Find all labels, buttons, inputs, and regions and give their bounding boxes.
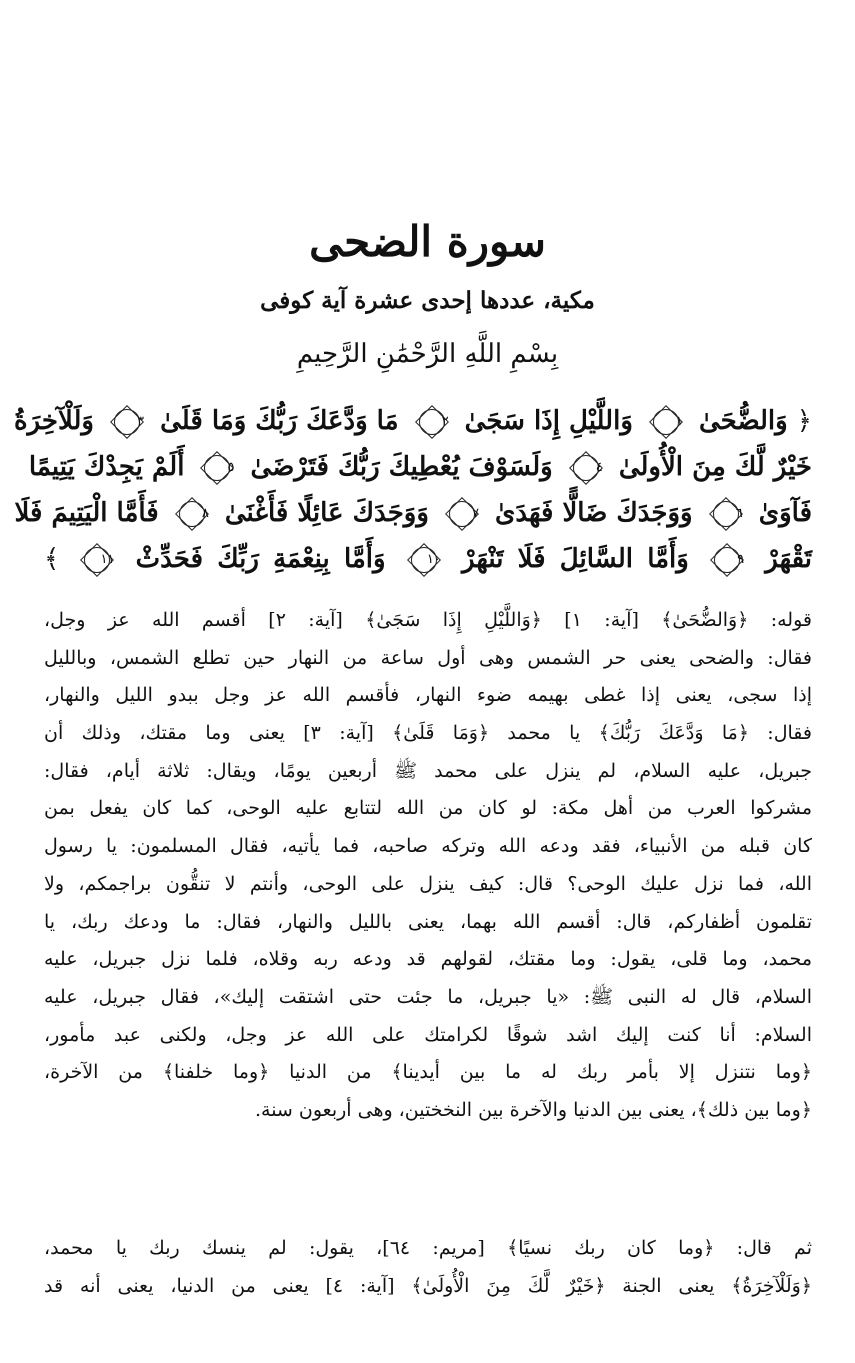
ayah-number-marker <box>415 405 449 439</box>
commentary-line: فقال: ﴿مَا وَدَّعَكَ رَبُّكَ﴾ يا محمد ﴿وَمَا قَلَىٰ﴾ [آية: ٣] يعنى وما مقتك، وذلك أن <box>44 722 812 745</box>
commentary-line: الله، فما نزل عليك الوحى؟ قال: كيف ينزل على الوحى، وأنتم لا تنقُّون براجمكم، ولا <box>44 872 812 895</box>
commentary-line: السلام، قال له النبى ﷺ: «يا جبريل، ما جئت حتى اشتقت إليك»، فقال جبريل، عليه <box>44 985 812 1008</box>
verse-text: وَالضُّحَىٰ <box>699 406 788 436</box>
verse-line <box>44 536 812 582</box>
ayah-number-marker <box>80 543 114 577</box>
commentary-paragraph <box>44 1230 812 1305</box>
ayah-number: ٢ <box>441 414 449 429</box>
verse-text: أَلَمْ يَجِدْكَ يَتِيمًا <box>28 452 185 482</box>
verse-text: وَأَمَّا بِنِعْمَةِ رَبِّكَ فَحَدِّثْ <box>135 544 386 574</box>
ayah-number: ٩ <box>737 552 745 567</box>
ayah-number-marker <box>175 497 209 531</box>
ayah-number-marker <box>709 497 743 531</box>
ayah-number-marker <box>407 543 441 577</box>
verse-text: فَآوَىٰ <box>758 498 812 528</box>
ayah-number-marker <box>110 405 144 439</box>
verse-text: وَوَجَدَكَ عَائِلًا فَأَغْنَىٰ <box>224 498 429 528</box>
ayah-number: ٣ <box>137 414 145 429</box>
commentary-line: ﴿وما نتنزل إلا بأمر ربك له ما بين أيدينا﴾ من الدنيا ﴿وما خلفنا﴾ من الآخرة، <box>44 1061 812 1084</box>
surah-title: سورة الضحى <box>309 217 546 266</box>
ayah-number-marker <box>710 543 744 577</box>
verse-line <box>13 398 812 444</box>
commentary-paragraph <box>44 602 812 1130</box>
verse-open-bracket: ﴿ <box>796 406 812 436</box>
ayah-number-marker <box>445 497 479 531</box>
commentary-line: قوله: ﴿وَالضُّحَىٰ﴾ [آية: ١] ﴿وَاللَّيْلِ إِذَا سَجَىٰ﴾ [آية: ٢] أقسم الله عز وجل، <box>44 609 812 631</box>
ayah-number-marker <box>569 451 603 485</box>
verse-close-bracket: ﴾ <box>44 544 60 574</box>
verse-line <box>28 444 812 490</box>
verse-text: فَأَمَّا الْيَتِيمَ فَلَا <box>14 498 159 528</box>
commentary-line: تقلمون أظفاركم، قال: أقسم الله بهما، يعنى بالليل والنهار، فقال: ما ودعك ربك، يا <box>44 910 812 933</box>
verse-text: وَاللَّيْلِ إِذَا سَجَىٰ <box>464 406 633 436</box>
ayah-number: ١١ <box>100 552 115 567</box>
commentary-line: ﴿وما بين ذلك﴾، يعنى بين الدنيا والآخرة بين النخختين، وهى أربعون سنة. <box>254 1098 812 1121</box>
ayah-number: ٤ <box>595 460 603 475</box>
commentary-line: ﴿وَلَلْآخِرَةُ﴾ يعنى الجنة ﴿خَيْرٌ لَّكَ مِنَ الْأُولَىٰ﴾ [آية: ٤] يعنى من الدنيا، يعنى أنه قد <box>44 1274 812 1297</box>
ayah-number: ٥ <box>227 460 235 475</box>
verse-text: وَوَجَدَكَ ضَالًّا فَهَدَىٰ <box>495 498 693 528</box>
commentary-line: محمد، وما قلى، يقول: وما مقتك، لقولهم قد ودعه ربه وقلاه، فلما نزل جبريل، عليه <box>44 948 812 971</box>
verse-text: خَيْرٌ لَّكَ مِنَ الْأُولَىٰ <box>618 452 812 482</box>
verse-line <box>14 490 812 536</box>
commentary-line: إذا سجى، يعنى إذا غطى بهيمه ضوء النهار، فأقسم الله عز وجل ببدو الليل والنهار، <box>44 684 812 707</box>
ayah-number-marker <box>200 451 234 485</box>
quran-verses <box>13 398 812 582</box>
commentary-line: السلام: أنا كنت إليك اشد شوقًا لكرامتك على الله عز وجل، ولكنى عبد مأمور، <box>44 1023 812 1046</box>
verse-text: وَأَمَّا السَّائِلَ فَلَا تَنْهَرْ <box>462 544 689 574</box>
commentary-line: جبريل، عليه السلام، لم ينزل على محمد ﷺ أربعين يومًا، ويقال: ثلاثة أيام، فقال: <box>44 759 812 782</box>
commentary-line: كان قبله من الأنبياء، فقد ودعه الله وتركه صاحبه، فما يأتيه، فقال المسلمون: يا رسول <box>44 835 812 858</box>
ayah-number: ١ <box>675 414 683 429</box>
commentary-line: فقال: والضحى يعنى حر الشمس وهى أول ساعة من النهار حين تطلع الشمس، وبالليل <box>44 646 812 669</box>
ayah-number: ٨ <box>201 506 209 521</box>
verse-text: تَقْهَرْ <box>765 544 812 574</box>
ayah-number: ١٠ <box>426 552 441 567</box>
surah-subtitle: مكية، عددها إحدى عشرة آية كوفى <box>260 287 595 314</box>
verse-text: وَلَلْآخِرَةُ <box>13 406 94 436</box>
basmala: بِسْمِ اللَّهِ الرَّحْمَٰنِ الرَّحِيمِ <box>296 339 559 369</box>
ayah-number: ٦ <box>735 506 743 521</box>
ayah-number-marker <box>649 405 683 439</box>
verse-text: مَا وَدَّعَكَ رَبُّكَ وَمَا قَلَىٰ <box>160 406 399 436</box>
commentary-line: مشركوا العرب من أهل مكة: لو كان من الله لتتابع عليه الوحى، كما كان يفعل بمن <box>44 797 812 820</box>
ayah-number: ٧ <box>471 506 479 521</box>
verse-text: وَلَسَوْفَ يُعْطِيكَ رَبُّكَ فَتَرْضَىٰ <box>250 452 553 482</box>
commentary-line: ثم قال: ﴿وما كان ربك نسيًا﴾ [مريم: ٦٤]، يقول: لم ينسك ربك يا محمد، <box>44 1237 812 1259</box>
